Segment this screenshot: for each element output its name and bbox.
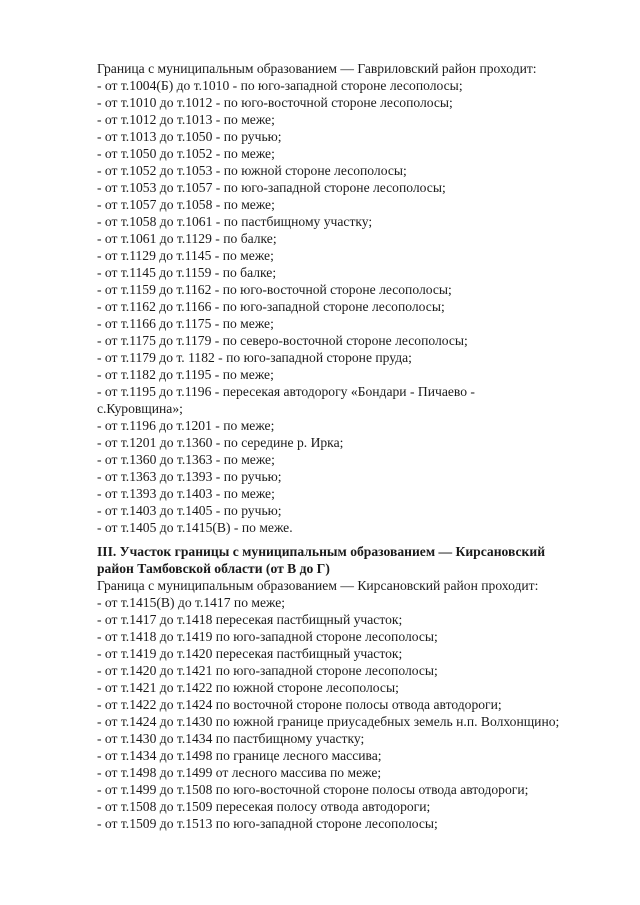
boundary-item: - от т.1179 до т. 1182 - по юго-западной стороне пруда; — [97, 350, 412, 365]
boundary-item: - от т.1166 до т.1175 - по меже; — [97, 316, 274, 331]
boundary-item: - от т.1419 до т.1420 пересекая пастбищный участок; — [97, 646, 403, 661]
boundary-item: - от т.1360 до т.1363 - по меже; — [97, 452, 275, 467]
boundary-item: - от т.1053 до т.1057 - по юго-западной стороне лесополосы; — [97, 180, 446, 195]
boundary-item: - от т.1013 до т.1050 - по ручью; — [97, 129, 282, 144]
boundary-item: - от т.1175 до т.1179 - по северо-восточной стороне лесополосы; — [97, 333, 468, 348]
boundary-item: - от т.1058 до т.1061 - по пастбищному участку; — [97, 214, 373, 229]
boundary-item: - от т.1195 до т.1196 - пересекая автодорогу «Бондари - Пичаево - — [97, 384, 475, 399]
section-intro: Граница с муниципальным образованием — Кирсановский район проходит: — [97, 578, 539, 593]
boundary-item: - от т.1393 до т.1403 - по меже; — [97, 486, 275, 501]
boundary-item: - от т.1052 до т.1053 - по южной стороне лесополосы; — [97, 163, 407, 178]
boundary-item: - от т.1424 до т.1430 по южной границе приусадебных земель н.п. Волхонщино; — [97, 714, 560, 729]
boundary-item: - от т.1363 до т.1393 - по ручью; — [97, 469, 282, 484]
boundary-item: - от т.1012 до т.1013 - по меже; — [97, 112, 275, 127]
boundary-item: - от т.1129 до т.1145 - по меже; — [97, 248, 274, 263]
boundary-item: - от т.1508 до т.1509 пересекая полосу отвода автодороги; — [97, 799, 431, 814]
section-heading: III. Участок границы с муниципальным образованием — Кирсановский — [97, 544, 546, 559]
boundary-item: - от т.1415(В) до т.1417 по меже; — [97, 595, 286, 610]
boundary-item: - от т.1196 до т.1201 - по меже; — [97, 418, 275, 433]
boundary-item: - от т.1421 до т.1422 по южной стороне лесополосы; — [97, 680, 399, 695]
boundary-item: - от т.1182 до т.1195 - по меже; — [97, 367, 274, 382]
boundary-item: - от т.1145 до т.1159 - по балке; — [97, 265, 277, 280]
boundary-item: - от т.1159 до т.1162 - по юго-восточной стороне лесополосы; — [97, 282, 452, 297]
boundary-item: - от т.1403 до т.1405 - по ручью; — [97, 503, 282, 518]
section-gavrilovsky — [97, 60, 637, 536]
boundary-list — [97, 77, 637, 536]
boundary-item: - от т.1499 до т.1508 по юго-восточной стороне полосы отвода автодороги; — [97, 782, 529, 797]
boundary-list — [97, 594, 637, 832]
boundary-item: - от т.1061 до т.1129 - по балке; — [97, 231, 277, 246]
boundary-item: - от т.1420 до т.1421 по юго-западной стороне лесополосы; — [97, 663, 438, 678]
boundary-item: - от т.1004(Б) до т.1010 - по юго-западной стороне лесополосы; — [97, 78, 463, 93]
section-kirsanovsky — [97, 543, 637, 832]
boundary-item: - от т.1057 до т.1058 - по меже; — [97, 197, 275, 212]
boundary-item: - от т.1050 до т.1052 - по меже; — [97, 146, 275, 161]
section-intro: Граница с муниципальным образованием — Гавриловский район проходит: — [97, 61, 537, 76]
boundary-item: - от т.1417 до т.1418 пересекая пастбищный участок; — [97, 612, 403, 627]
boundary-item: - от т.1509 до т.1513 по юго-западной стороне лесополосы; — [97, 816, 438, 831]
boundary-item: - от т.1405 до т.1415(В) - по меже. — [97, 520, 293, 535]
boundary-item: - от т.1201 до т.1360 - по середине р. Ирка; — [97, 435, 344, 450]
boundary-item: - от т.1162 до т.1166 - по юго-западной стороне лесополосы; — [97, 299, 445, 314]
section-heading-continued: район Тамбовской области (от В до Г) — [97, 561, 330, 576]
boundary-item: с.Куровщина»; — [97, 401, 183, 416]
boundary-item: - от т.1498 до т.1499 от лесного массива по меже; — [97, 765, 382, 780]
boundary-item: - от т.1010 до т.1012 - по юго-восточной стороне лесополосы; — [97, 95, 453, 110]
boundary-item: - от т.1434 до т.1498 по границе лесного массива; — [97, 748, 382, 763]
boundary-item: - от т.1430 до т.1434 по пастбищному участку; — [97, 731, 365, 746]
boundary-item: - от т.1422 до т.1424 по восточной стороне полосы отвода автодороги; — [97, 697, 502, 712]
boundary-item: - от т.1418 до т.1419 по юго-западной стороне лесополосы; — [97, 629, 438, 644]
